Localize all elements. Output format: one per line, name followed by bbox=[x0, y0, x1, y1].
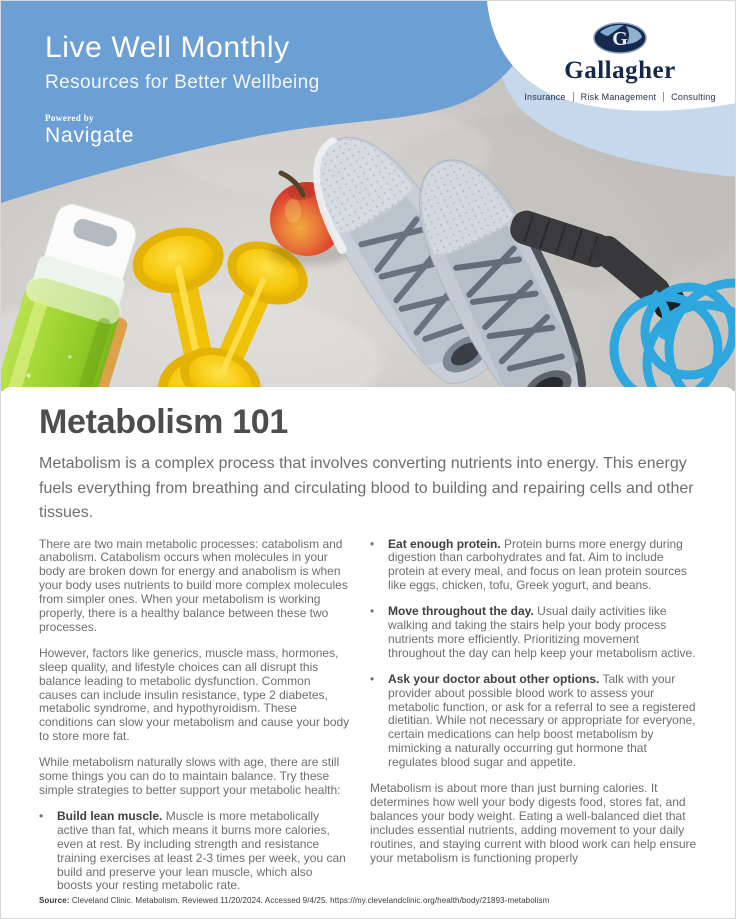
bullet-text: Ask your doctor about other options. Talk with your provider about possible blood work to assess your metabolic function, or ask for a referral to see a registered dietitian. While not necessary or appropriate for everyone, certain medications can help boost metabolism by mimicking a naturally occurring gut hormone that regulates blood sugar and appetite. bbox=[388, 671, 696, 770]
gallagher-tagline bbox=[515, 92, 725, 102]
paragraph: However, factors like generics, muscle mass, hormones, sleep quality, and lifestyle choices can all disrupt this balance leading to metabolic dysfunction. Common causes can include insulin resistance, type 2 diabetes, metabolic syndrome, and hypothyroidism. These conditions can slow your metabolism and cause your body to store more fat. bbox=[39, 645, 350, 744]
bullet-eat-enough-protein bbox=[370, 538, 697, 594]
paragraph: While metabolism naturally slows with age, there are still some things you can do to maintain balance. Try these simple strategies to better support your metabolic health: bbox=[39, 755, 341, 797]
bullet-text: Eat enough protein. Protein burns more energy during digestion than carbohydrates and fat. Aim to include protein at every meal, and focus on lean protein sources like eggs, chicken, tofu, Greek yogurt, and beans. bbox=[388, 536, 687, 593]
bullet-build-lean-muscle bbox=[39, 810, 350, 893]
masthead bbox=[45, 31, 320, 94]
bullet-marker: • bbox=[370, 536, 375, 551]
right-column bbox=[370, 538, 697, 906]
gallagher-globe-icon bbox=[592, 21, 648, 55]
paragraph: There are two main metabolic processes: catabolism and anabolism. Catabolism occurs when molecules in your body are broken down for energy and anabolism is when your body uses nutrients to build more complex molecules from simpler ones. When your metabolism is working properly, there is a healthy balance between these two processes. bbox=[39, 536, 348, 634]
powered-by-navigate bbox=[45, 113, 134, 148]
bullet-marker: • bbox=[370, 604, 375, 619]
bullet-ask-your-doctor bbox=[370, 673, 697, 770]
source-label: Source: bbox=[39, 896, 70, 905]
gallagher-monogram: G bbox=[612, 28, 628, 50]
bullet-move-throughout-day bbox=[370, 605, 697, 661]
gallagher-brand-block bbox=[515, 21, 725, 102]
tagline-insurance: Insurance bbox=[524, 92, 566, 102]
two-column-layout bbox=[39, 538, 697, 906]
tagline-consulting: Consulting bbox=[663, 92, 723, 102]
powered-by-label: Powered by bbox=[45, 113, 95, 123]
bullet-text: Build lean muscle. Muscle is more metabolically active than fat, which means it burns more calories, even at rest. By including strength and resistance training exercises at least 2-3 times per week, you can build and preserve your lean muscle, which also boosts your resting metabolic rate. bbox=[57, 808, 346, 893]
newsletter-subtitle: Resources for Better Wellbeing bbox=[45, 72, 320, 93]
closing-paragraph: Metabolism is about more than just burning calories. It determines how well your body digests food, stores fat, and balances your body weight. Eating a well-balanced diet that includes essential nutrients, adding movement to your daily routines, and staying current with blood work can help ensure your metabolism is functioning properly bbox=[370, 781, 697, 865]
bullet-text: Move throughout the day. Usual daily activities like walking and taking the stairs help your body process nutrients more efficiently. Prioritizing movement throughout the day can help keep your metabolism active. bbox=[388, 604, 696, 660]
left-column bbox=[39, 538, 350, 906]
hero-banner bbox=[1, 1, 736, 391]
navigate-logo: Navigate bbox=[45, 124, 135, 147]
newsletter-title: Live Well Monthly bbox=[45, 31, 290, 64]
source-text: Cleveland Clinic. Metabolism. Reviewed 11/20/2024. Accessed 9/4/25. https://my.clevelandclinic.org/health/body/21893-metabolism bbox=[71, 896, 550, 905]
gallagher-wordmark: Gallagher bbox=[564, 57, 676, 84]
bullet-marker: • bbox=[39, 808, 44, 823]
article-intro: Metabolism is a complex process that involves converting nutrients into energy. This energy fuels everything from breathing and circulating blood to building and repairing cells and other tissues. bbox=[39, 455, 694, 521]
source-citation bbox=[39, 896, 549, 905]
bullet-marker: • bbox=[370, 671, 375, 686]
article-title: Metabolism 101 bbox=[39, 403, 289, 441]
article-body bbox=[1, 387, 735, 918]
tagline-risk-management: Risk Management bbox=[573, 92, 664, 102]
